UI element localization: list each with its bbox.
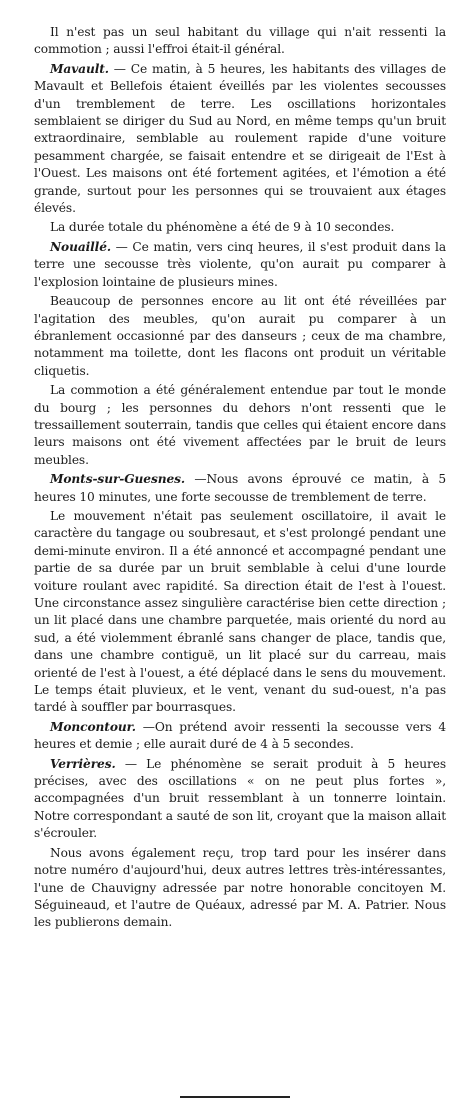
paragraph-text: — Le phénomène se serait produit à 5 heures précises, avec des oscillations « on ne peut plus fortes », accompagnées d'un bruit ressemblant à un tonnerre lointain. Notre correspondant a sauté de son lit, croyant que la maison allait s'écrouler. [34,756,446,841]
paragraph-1 [34,24,446,59]
paragraph-text: — Ce matin, vers cinq heures, il s'est produit dans la terre une secousse très violente, qu'on aurait pu comparer à l'explosion lointaine de plusieurs mines. [34,239,446,289]
paragraph-meubles [34,293,446,380]
dateline-mavault: Mavault. [50,61,109,76]
paragraph-nouaille [34,239,446,291]
paragraph-text: La durée totale du phénomène a été de 9 à 10 secondes. [50,220,395,235]
paragraph-commotion [34,382,446,469]
dateline-verrieres: Verrières. [50,756,116,771]
paragraph-monts-sur-guesnes [34,471,446,506]
dateline-monts-sur-guesnes: Monts-sur-Guesnes. [50,472,186,487]
dateline-nouaille: Nouaillé. [50,239,112,254]
paragraph-verrieres [34,756,446,843]
paragraph-text: — Ce matin, à 5 heures, les habitants des villages de Mavault et Bellefois étaient éveillés par les violentes secousses d'un tremblement de terre. Les oscillations horizontales semblaient se diriger du Sud au Nord, en même temps qu'un bruit extraordinaire, semblable au roulement rapide d'une voiture pesamment chargée, se faisait entendre et se dirigeait de l'Est à l'Ouest. Les maisons ont été fortement agitées, et l'émotion a été grande, surtout pour les personnes qui se trouvaient aux étages élevés. [34,61,446,216]
paragraph-text: Nous avons également reçu, trop tard pour les insérer dans notre numéro d'aujourd'hui, deux autres lettres très-intéressantes, l'une de Chauvigny adressée par notre honorable concitoyen M. Séguineaud, et l'autre de Quéaux, adressé par M. A. Patrier. Nous les publierons demain. [34,845,446,930]
paragraph-mavault [34,61,446,218]
paragraph-moncontour [34,719,446,754]
paragraph-duration [34,219,446,236]
dateline-moncontour: Moncontour. [50,719,136,734]
paragraph-mouvement [34,508,446,717]
paragraph-text: Beaucoup de personnes encore au lit ont été réveillées par l'agitation des meubles, qu'on aurait pu comparer à un ébranlement occasionné par des danseurs ; ceux de ma chambre, notamment ma toilette, dont les flacons ont produit un véritable cliquetis. [34,294,446,378]
paragraph-closing [34,845,446,932]
paragraph-text: La commotion a été généralement entendue par tout le monde du bourg ; les personnes du dehors n'ont ressenti que le tressaillement souterrain, tandis que celles qui étaient encore dans leurs maisons ont été vivement affectées par le bruit de leurs meubles. [34,383,446,467]
paragraph-text: Il n'est pas un seul habitant du village qui n'ait ressenti la commotion ; aussi l'effroi était-il général. [34,25,446,57]
paragraph-text: —Nous avons éprouvé ce matin, à 5 heures 10 minutes, une forte secousse de tremblement de terre. [34,472,446,504]
article-column [34,24,446,934]
paragraph-text: Le mouvement n'était pas seulement oscillatoire, il avait le caractère du tangage ou soubresaut, et s'est prolongé pendant une demi-minute environ. Il a été annoncé et accompagné pendant une partie de sa durée par un bruit semblable à celui d'une lourde voiture roulant avec rapidité. Sa direction était de l'est à l'ouest. Une circonstance assez singulière caractérise bien cette direction ; un lit placé dans une chambre parquetée, mais orienté du nord au sud, a été violemment ébranlé sans changer de place, tandis que, dans une chambre contiguë, un lit placé sur du carreau, mais orienté de l'est à l'ouest, a été déplacé dans le sens du mouvement. Le temps était pluvieux, et le vent, venant du sud-ouest, n'a pas tardé à souffler par bourrasques. [34,508,446,715]
end-rule [180,1096,290,1098]
paragraph-text: —On prétend avoir ressenti la secousse vers 4 heures et demie ; elle aurait duré de 4 à 5 secondes. [34,719,446,752]
